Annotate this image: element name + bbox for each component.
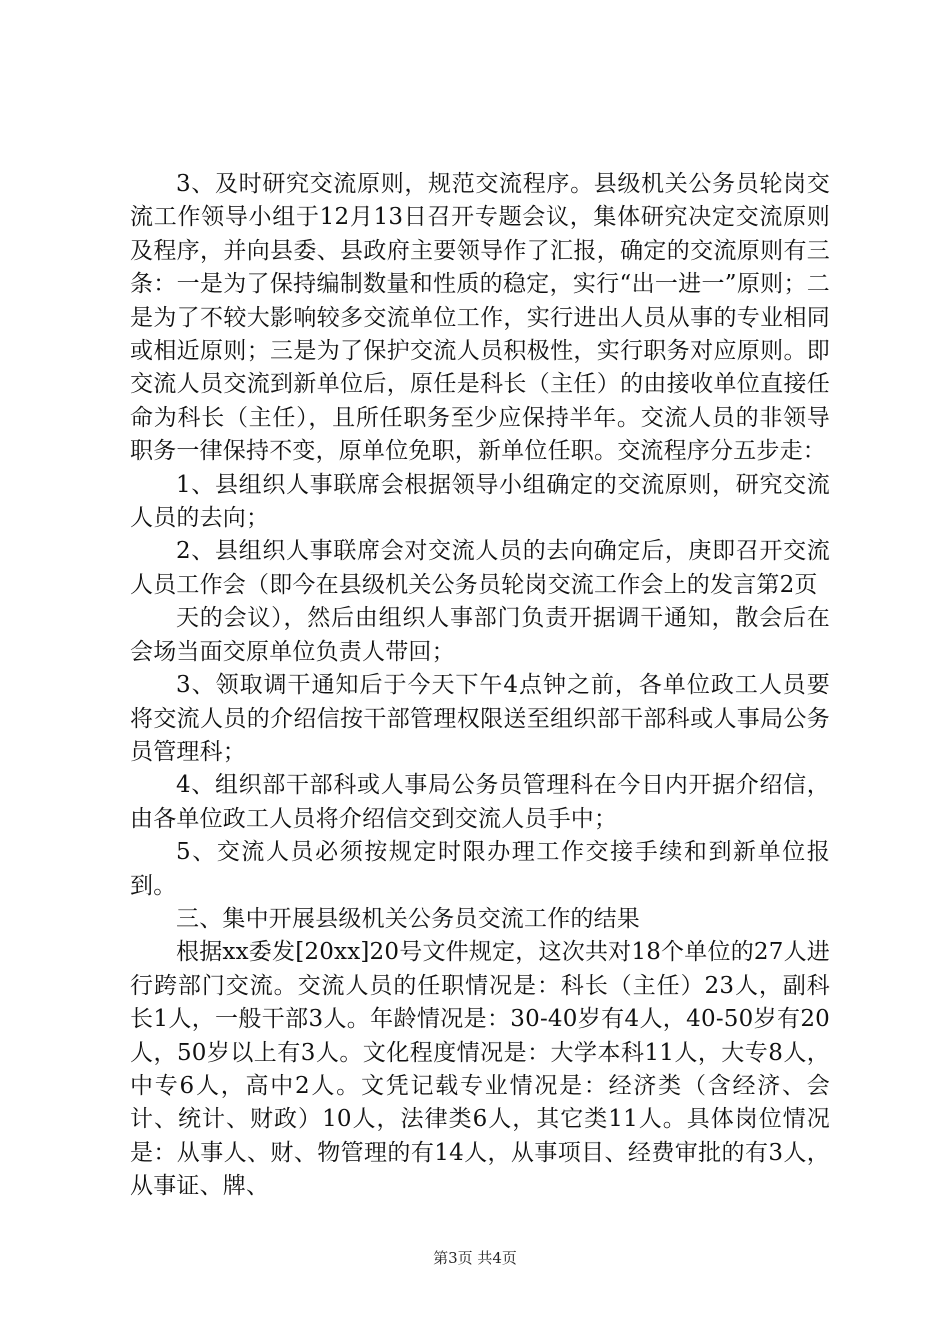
section-heading-results: 三、集中开展县级机关公务员交流工作的结果: [176, 905, 640, 932]
paragraph-step-2-continued: 天的会议），然后由组织人事部门负责开据调干通知，散会后在会场当面交原单位负责人带回；: [130, 605, 830, 665]
paragraph-step-1: 1、县组织人事联席会根据领导小组确定的交流原则，研究交流人员的去向；: [130, 471, 830, 532]
paragraph-results: 根据xx委发[20xx]20号文件规定，这次共对18个单位的27人进行跨部门交流。交流人员的任职情况是：科长（主任）23人，副科长1人，一般干部3人。年龄情况是：30-40岁有4人，40-50岁有20人，50岁以上有3人。文化程度情况是：大学本科11人，大专8人，中专6人，高中2人。文凭记载专业情况是：经济类（含经济、会计、统计、财政）10人，法律类6人，其它类11人。具体岗位情况是：从事人、财、物管理的有14人，从事项目、经费审批的有3人，从事证、牌、: [130, 939, 830, 1200]
paragraph-exchange-principles: 3、及时研究交流原则，规范交流程序。县级机关公务员轮岗交流工作领导小组于12月13日召开专题会议，集体研究决定交流原则及程序，并向县委、县政府主要领导作了汇报，确定的交流原则有三条：一是为了保持编制数量和性质的稳定，实行“出一进一”原则；二是为了不较大影响较多交流单位工作，实行进出人员从事的专业相同或相近原则；三是为了保护交流人员积极性，实行职务对应原则。即交流人员交流到新单位后，原任是科长（主任）的由接收单位直接任命为科长（主任），且所任职务至少应保持半年。交流人员的非领导职务一律保持不变，原单位免职，新单位任职。交流程序分五步走：: [130, 171, 830, 465]
page-number-footer: 第3页 共4页: [433, 1249, 517, 1267]
paragraph-step-2: 2、县组织人事联席会对交流人员的去向确定后，庚即召开交流人员工作会（即今在县级机关公务员轮岗交流工作会上的发言第2页: [130, 538, 830, 598]
paragraph-step-3: 3、领取调干通知后于今天下午4点钟之前，各单位政工人员要将交流人员的介绍信按干部管理权限送至组织部干部科或人事局公务员管理科；: [130, 672, 830, 765]
document-body: [130, 168, 830, 1204]
paragraph-step-5: 5、交流人员必须按规定时限办理工作交接手续和到新单位报到。: [130, 839, 830, 899]
paragraph-step-4: 4、组织部干部科或人事局公务员管理科在今日内开据介绍信，由各单位政工人员将介绍信交到交流人员手中；: [130, 772, 830, 832]
